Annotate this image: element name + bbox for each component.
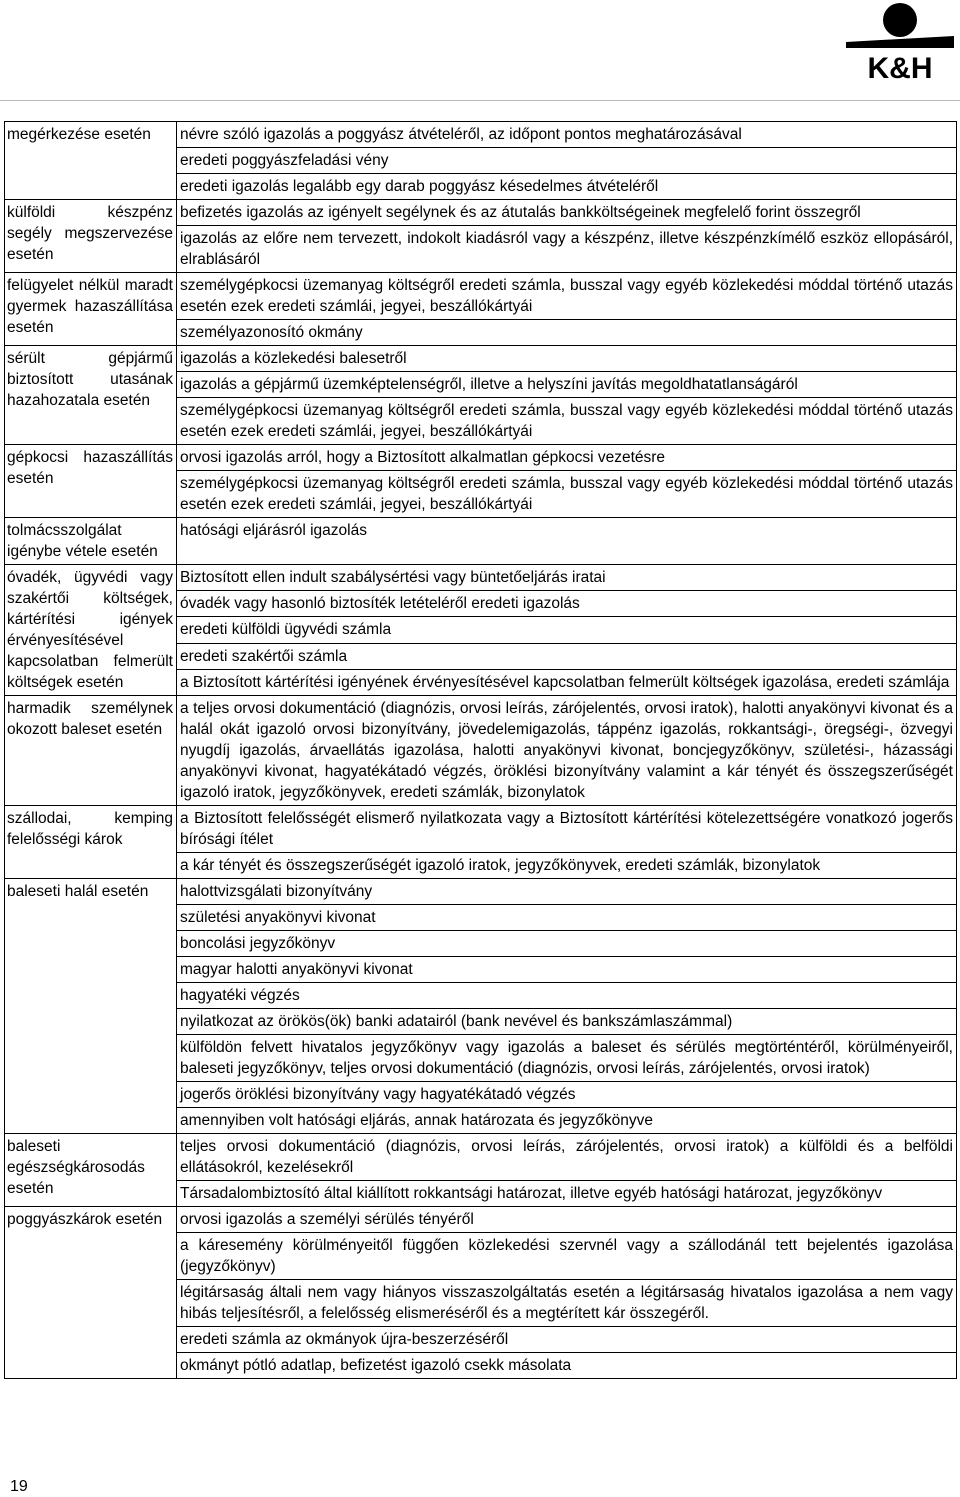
required-document: eredeti külföldi ügyvédi számla <box>177 617 957 643</box>
case-label: megérkezése esetén <box>5 122 177 200</box>
required-document: halottvizsgálati bizonyítvány <box>177 879 957 905</box>
required-document: jogerős öröklési bizonyítvány vagy hagyatékátadó végzés <box>177 1082 957 1108</box>
table-row <box>5 346 957 372</box>
required-document: személygépkocsi üzemanyag költségről eredeti számla, busszal vagy egyéb közlekedési móddal történő utazás esetén ezek eredeti számlái, jegyei, beszállókártyái <box>177 273 957 320</box>
case-label: baleseti halál esetén <box>5 879 177 1134</box>
required-document: személygépkocsi üzemanyag költségről eredeti számla, busszal vagy egyéb közlekedési móddal történő utazás esetén ezek eredeti számlái, jegyei, beszállókártyái <box>177 471 957 518</box>
required-document: magyar halotti anyakönyvi kivonat <box>177 957 957 983</box>
required-document: orvosi igazolás arról, hogy a Biztosított alkalmatlan gépkocsi vezetésre <box>177 445 957 471</box>
table-row <box>5 445 957 471</box>
required-document: személyazonosító okmány <box>177 320 957 346</box>
case-label: sérült gépjármű biztosított utasának hazahozatala esetén <box>5 346 177 445</box>
table-row <box>5 1207 957 1233</box>
case-label: külföldi készpénz segély megszervezése esetén <box>5 200 177 273</box>
table-row <box>5 518 957 565</box>
table-row <box>5 806 957 853</box>
required-document: a káresemény körülményeitől függően közlekedési szervnél vagy a szállodánál tett bejelentés igazolása (jegyzőkönyv) <box>177 1233 957 1280</box>
case-label: szállodai, kemping felelősségi károk <box>5 806 177 879</box>
documents-table <box>4 121 957 1379</box>
required-document: igazolás a gépjármű üzemképtelenségről, illetve a helyszíni javítás megoldhatatlanságáról <box>177 372 957 398</box>
case-label: poggyászkárok esetén <box>5 1207 177 1379</box>
table-row <box>5 122 957 148</box>
required-document: befizetés igazolás az igényelt segélynek és az átutalás bankköltségeinek megfelelő forint összegről <box>177 200 957 226</box>
header-rule <box>0 100 960 101</box>
case-label: óvadék, ügyvédi vagy szakértői költségek, kártérítési igények érvényesítésével kapcsolatban felmerült költségek esetén <box>5 565 177 696</box>
required-document: eredeti szakértői számla <box>177 643 957 669</box>
required-document: teljes orvosi dokumentáció (diagnózis, orvosi leírás, zárójelentés, orvosi iratok) a külföldi és a belföldi ellátásokról, kezelésekről <box>177 1134 957 1181</box>
required-document: a teljes orvosi dokumentáció (diagnózis, orvosi leírás, zárójelentés, orvosi iratok), halotti anyakönyvi kivonat és a halál okát igazoló orvosi bizonyítvány, jövedelemigazolás, táppénz igazolás, rokkantsági-, öregségi-, özvegyi nyugdíj igazolás, árvaellátás igazolása, halotti anyakönyvi kivonat, boncjegyzőkönyv, születési-, házassági anyakönyvi kivonat, hagyatékátadó végzés, öröklési bizonyítvány valamint a kár tényét és összegszerűségét igazoló iratok, jegyzőkönyvek, eredeti számlák, bizonylatok <box>177 696 957 806</box>
case-label: harmadik személynek okozott baleset esetén <box>5 696 177 806</box>
required-document: amennyiben volt hatósági eljárás, annak határozata és jegyzőkönyve <box>177 1108 957 1134</box>
required-document: névre szóló igazolás a poggyász átvételéről, az időpont pontos meghatározásával <box>177 122 957 148</box>
required-document: okmányt pótló adatlap, befizetést igazoló csekk másolata <box>177 1353 957 1379</box>
table-row <box>5 565 957 591</box>
required-document: a Biztosított felelősségét elismerő nyilatkozata vagy a Biztosított kártérítési kötelezettségére vonatkozó jogerős bírósági ítélet <box>177 806 957 853</box>
required-document: óvadék vagy hasonló biztosíték letételéről eredeti igazolás <box>177 591 957 617</box>
required-document: a kár tényét és összegszerűségét igazoló iratok, jegyzőkönyvek, eredeti számlák, bizonylatok <box>177 853 957 879</box>
required-document: igazolás az előre nem tervezett, indokolt kiadásról vagy a készpénz, illetve készpénzkímélő eszköz ellopásáról, elrablásáról <box>177 226 957 273</box>
case-label: baleseti egészségkárosodás esetén <box>5 1134 177 1207</box>
required-document: a Biztosított kártérítési igényének érvényesítésével kapcsolatban felmerült költségek igazolása, eredeti számlája <box>177 669 957 695</box>
table-row <box>5 879 957 905</box>
table-row <box>5 1134 957 1181</box>
required-document: légitársaság általi nem vagy hiányos visszaszolgáltatás esetén a légitársaság hivatalos igazolása a nem vagy hibás teljesítésről, a felelősség elismeréséről és a megtérített kár összegéről. <box>177 1280 957 1327</box>
bank-logo <box>844 2 956 82</box>
required-document: külföldön felvett hivatalos jegyzőkönyv vagy igazolás a baleset és sérülés megtörténtéről, körülményeiről, baleseti jegyzőkönyv, teljes orvosi dokumentáció (diagnózis, orvosi leírás, zárójelentés, orvosi iratok) <box>177 1035 957 1082</box>
required-document: eredeti igazolás legalább egy darab poggyász késedelmes átvételéről <box>177 174 957 200</box>
table-row <box>5 696 957 806</box>
required-document: eredeti poggyászfeladási vény <box>177 148 957 174</box>
required-document: nyilatkozat az örökös(ök) banki adatairól (bank nevével és bankszámlaszámmal) <box>177 1009 957 1035</box>
required-document: születési anyakönyvi kivonat <box>177 905 957 931</box>
required-document: hagyatéki végzés <box>177 983 957 1009</box>
table-row <box>5 273 957 320</box>
page-number: 19 <box>10 1478 28 1495</box>
case-label: tolmácsszolgálat igénybe vétele esetén <box>5 518 177 565</box>
required-document: eredeti számla az okmányok újra-beszerzéséről <box>177 1327 957 1353</box>
required-document: igazolás a közlekedési balesetről <box>177 346 957 372</box>
required-document: orvosi igazolás a személyi sérülés tényéről <box>177 1207 957 1233</box>
bank-logo-text: K&H <box>867 52 933 82</box>
required-document: boncolási jegyzőkönyv <box>177 931 957 957</box>
required-document: hatósági eljárásról igazolás <box>177 518 957 565</box>
required-document: Társadalombiztosító által kiállított rokkantsági határozat, illetve egyéb hatósági határozat, jegyzőkönyv <box>177 1181 957 1207</box>
case-label: gépkocsi hazaszállítás esetén <box>5 445 177 518</box>
required-document: személygépkocsi üzemanyag költségről eredeti számla, busszal vagy egyéb közlekedési móddal történő utazás esetén ezek eredeti számlái, jegyei, beszállókártyái <box>177 398 957 445</box>
case-label: felügyelet nélkül maradt gyermek hazaszállítása esetén <box>5 273 177 346</box>
required-document: Biztosított ellen indult szabálysértési vagy büntetőeljárás iratai <box>177 565 957 591</box>
table-row <box>5 200 957 226</box>
